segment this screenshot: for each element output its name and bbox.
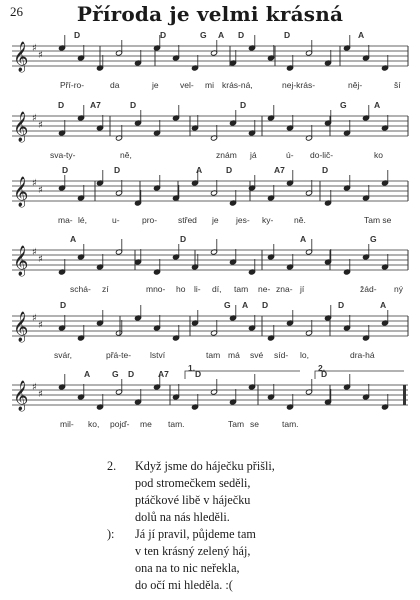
chord-symbol: A7 (90, 100, 101, 110)
sharp-icon: ♯ (32, 382, 37, 393)
music-system (0, 163, 420, 235)
lyric-syllable: jí (300, 284, 305, 294)
verse-text: Já jí pravil, půjdeme tam (135, 527, 256, 541)
lyric-syllable: ky- (262, 215, 274, 225)
chord-symbol: D (62, 165, 69, 175)
chord-symbol: D (322, 165, 329, 175)
lyric-syllable: ší (394, 80, 401, 90)
sharp-icon: ♯ (38, 185, 43, 196)
chord-symbol: D (262, 300, 269, 310)
lyric-syllable: něj- (348, 80, 363, 90)
verse-text: pod stromečkem seděli, (135, 476, 251, 490)
verse-line (107, 492, 275, 509)
lyric-syllable: dra-há (350, 350, 375, 360)
chord-symbol: D (114, 165, 121, 175)
lyric-syllable: li- (194, 284, 201, 294)
lyric-syllable: nej-krás- (282, 80, 316, 90)
lyric-syllable: tam. (282, 419, 299, 429)
chord-symbol: G (340, 100, 347, 110)
lyric-syllable: Tam se (364, 215, 392, 225)
lyric-syllable: má (228, 350, 240, 360)
verse-text: v ten krásný zelený háj, (135, 544, 251, 558)
lyric-syllable: ho (176, 284, 186, 294)
lyric-syllable: zí (102, 284, 109, 294)
chord-symbol: A (358, 30, 365, 40)
lyric-syllable: ně. (294, 215, 306, 225)
lyric-syllable: mno- (146, 284, 166, 294)
sharp-icon: ♯ (38, 320, 43, 331)
lyric-syllable: zna- (276, 284, 293, 294)
staff (0, 28, 420, 88)
lyric-syllable: vel- (180, 80, 194, 90)
sharp-icon: ♯ (38, 254, 43, 265)
music-system (0, 298, 420, 370)
chord-symbol: A (380, 300, 387, 310)
lyric-syllable: ný (394, 284, 403, 294)
lyric-syllable: přá-te- (106, 350, 132, 360)
lyric-syllable: tam (234, 284, 249, 294)
lyric-syllable: střed (178, 215, 197, 225)
lyric-syllable: u- (112, 215, 120, 225)
lyric-syllable: Pří-ro- (60, 80, 85, 90)
sharp-icon: ♯ (32, 113, 37, 124)
sharp-icon: ♯ (32, 43, 37, 54)
verse-line (107, 526, 275, 543)
verse-line (107, 458, 275, 475)
chord-symbol: D (238, 30, 245, 40)
staff (0, 367, 420, 427)
lyric-syllable: je (212, 215, 219, 225)
lyric-syllable: schá- (70, 284, 91, 294)
chord-symbol: D (58, 100, 65, 110)
sharp-icon: ♯ (38, 50, 43, 61)
chord-symbol: A (70, 234, 77, 244)
chord-symbol: D (130, 100, 137, 110)
lyric-syllable: ú- (286, 150, 294, 160)
verse-marker: 2. (107, 459, 117, 473)
lyric-syllable: ko, (88, 419, 100, 429)
lyric-syllable: tam (206, 350, 221, 360)
chord-symbol: D (180, 234, 187, 244)
verse-line (107, 543, 275, 560)
final-barline (403, 385, 406, 405)
verse-line (107, 560, 275, 577)
chord-symbol: G (224, 300, 231, 310)
lyric-syllable: své (250, 350, 264, 360)
verse-line (107, 577, 275, 594)
lyric-syllable: ně, (120, 150, 132, 160)
lyric-syllable: svár, (54, 350, 72, 360)
treble-clef-icon: 𝄞 (13, 177, 29, 207)
lyric-syllable: se (250, 419, 259, 429)
verse-line (107, 475, 275, 492)
verse-line (107, 509, 275, 526)
verse-text: dolů na nás hleděli. (135, 510, 230, 524)
lyric-syllable: ko (374, 150, 383, 160)
chord-symbol: A (300, 234, 307, 244)
lyric-syllable: pojď- (110, 419, 130, 429)
lyric-syllable: je (152, 80, 159, 90)
music-system (0, 28, 420, 100)
chord-symbol: D (240, 100, 247, 110)
ending-bracket (185, 371, 300, 379)
verse-block (107, 458, 275, 594)
music-system (0, 98, 420, 170)
chord-symbol: A (374, 100, 381, 110)
treble-clef-icon: 𝄞 (13, 312, 29, 342)
lyric-syllable: pro- (142, 215, 158, 225)
lyric-syllable: ne- (258, 284, 271, 294)
lyric-syllable: me (140, 419, 152, 429)
sharp-icon: ♯ (38, 389, 43, 400)
lyric-syllable: žád- (360, 284, 377, 294)
chord-symbol: D (160, 30, 167, 40)
chord-symbol: D (226, 165, 233, 175)
chord-symbol: A (84, 369, 91, 379)
ending-label: 1. (188, 363, 196, 373)
music-system (0, 232, 420, 304)
verse-text: ona na to nic neřekla, (135, 561, 240, 575)
chord-symbol: D (321, 369, 328, 379)
lyric-syllable: znám (216, 150, 237, 160)
sharp-icon: ♯ (32, 313, 37, 324)
chord-symbol: G (200, 30, 207, 40)
verse-text: ptáčkové libě v háječku (135, 493, 251, 507)
lyric-syllable: lství (150, 350, 166, 360)
sharp-icon: ♯ (38, 120, 43, 131)
staff (0, 232, 420, 292)
lyric-syllable: tam. (168, 419, 185, 429)
chord-symbol: D (60, 300, 67, 310)
lyric-syllable: síd- (274, 350, 289, 360)
chord-symbol: G (370, 234, 377, 244)
lyric-syllable: da (110, 80, 120, 90)
chord-symbol: D (74, 30, 81, 40)
verse-text: do očí mi hleděla. :( (135, 578, 233, 592)
chord-symbol: A (242, 300, 249, 310)
verse-marker: ): (107, 527, 115, 541)
lyric-syllable: mil- (60, 419, 74, 429)
chord-symbol: A (196, 165, 203, 175)
music-system (0, 363, 420, 439)
sharp-icon: ♯ (32, 247, 37, 258)
lyric-syllable: dí, (212, 284, 222, 294)
page-number: 26 (10, 4, 23, 19)
chord-symbol: A7 (274, 165, 285, 175)
ending-label: 2. (318, 363, 326, 373)
chord-symbol: A (218, 30, 225, 40)
chord-symbol: D (195, 369, 202, 379)
chord-symbol: D (128, 369, 135, 379)
treble-clef-icon: 𝄞 (13, 246, 29, 276)
lyric-syllable: krás-ná, (222, 80, 253, 90)
chord-symbol: G (112, 369, 119, 379)
lyric-syllable: sva-ty- (50, 150, 76, 160)
lyric-syllable: Tam (228, 419, 245, 429)
sharp-icon: ♯ (32, 178, 37, 189)
lyric-syllable: já (250, 150, 257, 160)
treble-clef-icon: 𝄞 (13, 42, 29, 72)
lyric-syllable: mi (205, 80, 214, 90)
song-title: Příroda je velmi krásná (76, 2, 344, 26)
chord-symbol: A7 (158, 369, 169, 379)
lyric-syllable: lo, (300, 350, 309, 360)
lyric-syllable: lé, (78, 215, 87, 225)
chord-symbol: D (284, 30, 291, 40)
lyric-syllable: do-lič- (310, 150, 334, 160)
lyric-syllable: ma- (58, 215, 73, 225)
chord-symbol: D (338, 300, 345, 310)
verse-text: Když jsme do háječku přišli, (135, 459, 275, 473)
ending-bracket (315, 371, 404, 379)
treble-clef-icon: 𝄞 (13, 112, 29, 142)
treble-clef-icon: 𝄞 (13, 381, 29, 411)
lyric-syllable: jes- (236, 215, 250, 225)
